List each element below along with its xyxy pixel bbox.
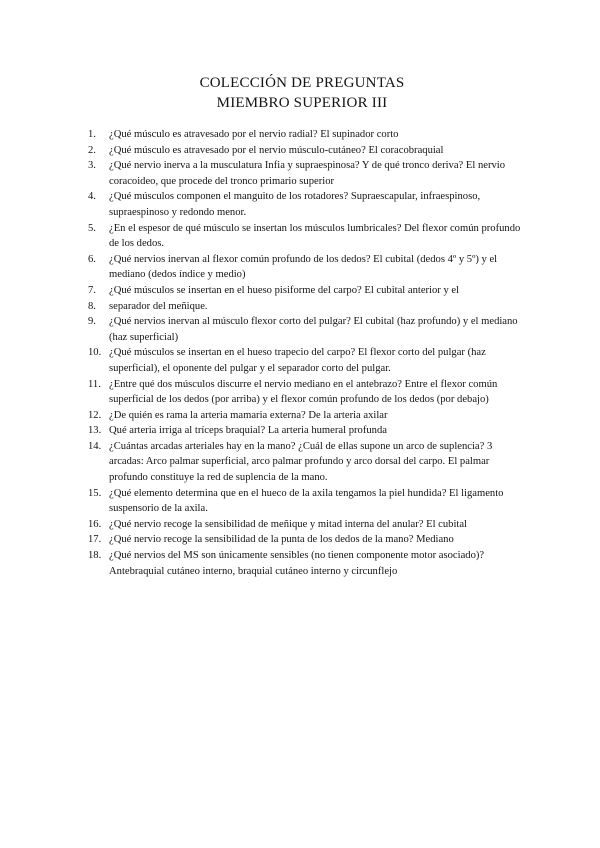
question-number: 18. <box>88 550 102 562</box>
question-item <box>88 548 528 579</box>
question-number: 14. <box>88 440 102 452</box>
question-text: ¿Qué nervios inervan al flexor común profundo de los dedos? El cubital (dedos 4º y 5º) y el mediano (dedos índice y medio) <box>109 253 498 281</box>
question-number: 13. <box>88 425 102 437</box>
question-item <box>88 423 528 439</box>
question-text: ¿De quién es rama la arteria mamaria externa? De la arteria axilar <box>109 409 388 421</box>
question-text: ¿Qué nervios del MS son únicamente sensibles (no tienen componente motor asociado)? Antebraquial cutáneo interno, braquial cutáneo interno y circunflejo <box>109 550 485 577</box>
question-number: 4. <box>88 191 96 203</box>
question-item <box>88 221 528 252</box>
title-line-1: COLECCIÓN DE PREGUNTAS <box>199 75 405 91</box>
question-item <box>88 299 528 315</box>
question-item <box>88 532 528 548</box>
question-number: 7. <box>88 284 96 296</box>
question-text: Qué arteria irriga al tríceps braquial? La arteria humeral profunda <box>109 425 387 437</box>
question-number: 3. <box>88 160 96 172</box>
question-number: 15. <box>88 487 102 499</box>
question-text: ¿Cuántas arcadas arteriales hay en la mano? ¿Cuál de ellas supone un arco de suplencia? 3 arcadas: Arco palmar superficial, arco palmar profundo y arco dorsal del carpo. El palmar profundo constituye la red de suplencia de la mano. <box>109 440 493 484</box>
question-text: ¿Qué nervio recoge la sensibilidad de meñique y mitad interna del anular? El cubital <box>109 518 467 530</box>
question-item <box>88 408 528 424</box>
question-number: 17. <box>88 534 102 546</box>
question-number: 16. <box>88 518 102 530</box>
question-number: 6. <box>88 253 96 265</box>
question-text: ¿En el espesor de qué músculo se insertan los músculos lumbricales? Del flexor común profundo de los dedos. <box>109 222 521 250</box>
question-item <box>88 283 528 299</box>
question-text: ¿Qué músculos se insertan en el hueso pisiforme del carpo? El cubital anterior y el <box>109 284 460 296</box>
document-title <box>0 73 600 113</box>
question-text: ¿Qué músculos se insertan en el hueso trapecio del carpo? El flexor corto del pulgar (haz superficial), el oponente del pulgar y el separador corto del pulgar. <box>109 347 486 374</box>
question-item <box>88 517 528 533</box>
question-item <box>88 252 528 283</box>
question-text: ¿Entre qué dos músculos discurre el nervio mediano en el antebrazo? Entre el flexor común superficial de los dedos (por arriba) y el flexor común profundo de los dedos (por debajo) <box>109 378 498 406</box>
question-item <box>88 127 528 143</box>
question-item <box>88 158 528 189</box>
question-text: ¿Qué nervios inervan al músculo flexor corto del pulgar? El cubital (haz profundo) y el mediano (haz superficial) <box>109 316 518 343</box>
question-item <box>88 345 528 376</box>
question-text: ¿Qué músculo es atravesado por el nervio radial? El supinador corto <box>109 129 399 140</box>
question-number: 8. <box>88 300 96 312</box>
question-number: 1. <box>88 129 96 140</box>
title-line-2: MIEMBRO SUPERIOR III <box>216 95 388 111</box>
question-item <box>88 314 528 345</box>
question-text: ¿Qué músculo es atravesado por el nervio músculo-cutáneo? El coracobraquial <box>109 144 444 156</box>
question-number: 10. <box>88 347 102 359</box>
question-text: ¿Qué músculos componen el manguito de los rotadores? Supraescapular, infraespinoso, supraespinoso y redondo menor. <box>109 191 481 218</box>
question-item <box>88 486 528 517</box>
question-item <box>88 377 528 408</box>
question-item <box>88 143 528 159</box>
question-number: 2. <box>88 144 96 156</box>
question-text: ¿Qué nervio recoge la sensibilidad de la punta de los dedos de la mano? Mediano <box>109 534 454 546</box>
question-item <box>88 439 528 486</box>
question-text: ¿Qué nervio inerva a la musculatura Infia y supraespinosa? Y de qué tronco deriva? El nervio coracoideo, que procede del tronco primario superior <box>109 160 506 187</box>
question-item <box>88 189 528 220</box>
question-number: 9. <box>88 316 96 328</box>
question-number: 11. <box>88 378 101 390</box>
question-list <box>88 127 528 579</box>
question-number: 12. <box>88 409 102 421</box>
question-text: separador del meñique. <box>109 300 208 312</box>
question-number: 5. <box>88 222 96 234</box>
question-text: ¿Qué elemento determina que en el hueco de la axila tengamos la piel hundida? El ligamento suspensorio de la axila. <box>109 487 504 515</box>
